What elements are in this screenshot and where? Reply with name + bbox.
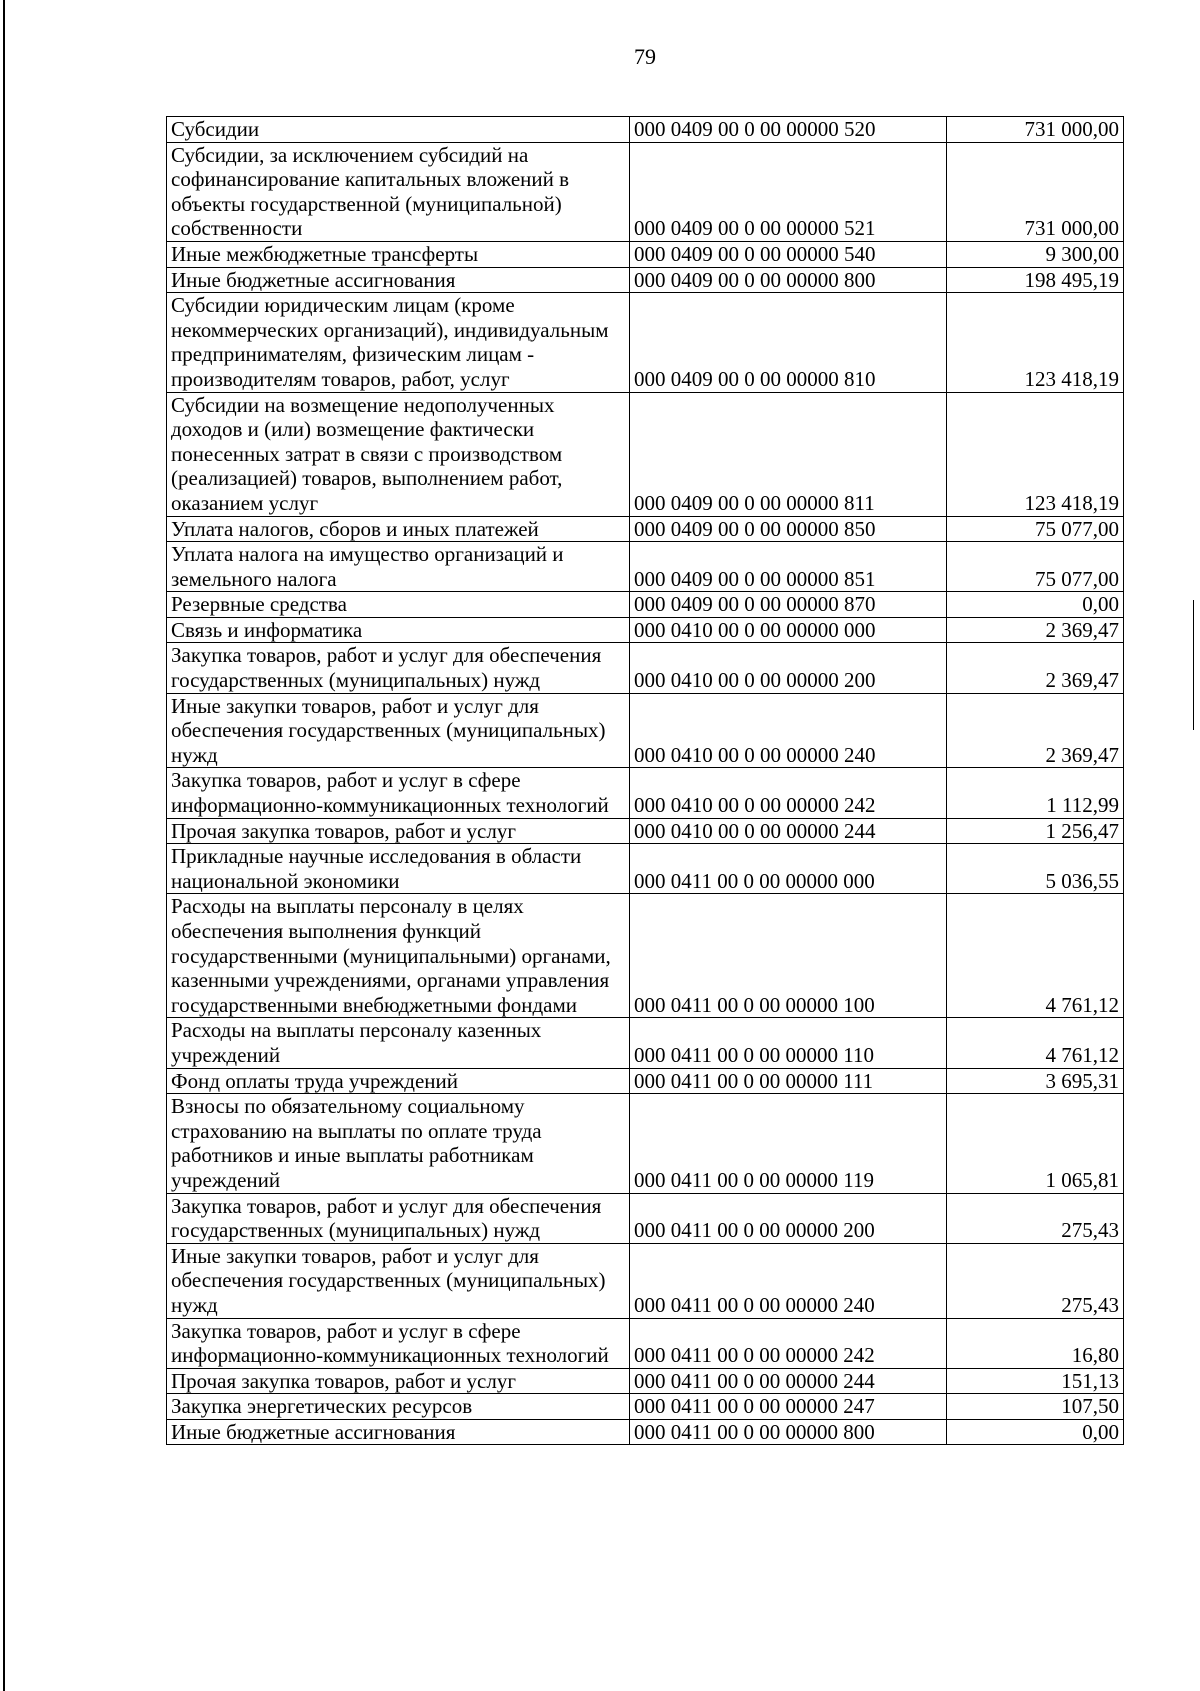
expense-name-cell: Закупка товаров, работ и услуг в сфере информационно-коммуникационных технологий (167, 1318, 630, 1368)
expense-name-cell: Прочая закупка товаров, работ и услуг (167, 818, 630, 844)
amount-cell: 2 369,47 (947, 643, 1124, 693)
amount-cell: 0,00 (947, 1419, 1124, 1445)
expense-name-cell: Субсидии на возмещение недополученных доходов и (или) возмещение фактически понесенных затрат в связи с производством (реализацией) товаров, выполнением работ, оказанием услуг (167, 392, 630, 516)
table-row (167, 117, 1124, 143)
table-row (167, 1368, 1124, 1394)
table-row (167, 1018, 1124, 1068)
budget-code-cell: 000 0411 00 0 00 00000 119 (630, 1094, 947, 1193)
budget-code-cell: 000 0411 00 0 00 00000 247 (630, 1394, 947, 1420)
expense-name-cell: Уплата налогов, сборов и иных платежей (167, 516, 630, 542)
budget-code-cell: 000 0411 00 0 00 00000 111 (630, 1068, 947, 1094)
amount-cell: 1 065,81 (947, 1094, 1124, 1193)
amount-cell: 731 000,00 (947, 142, 1124, 241)
expense-name-cell: Связь и информатика (167, 617, 630, 643)
budget-code-cell: 000 0409 00 0 00 00000 540 (630, 241, 947, 267)
amount-cell: 731 000,00 (947, 117, 1124, 143)
expense-name-cell: Субсидии юридическим лицам (кроме некоммерческих организаций), индивидуальным предпринимателям, физическим лицам - производителям товаров, работ, услуг (167, 293, 630, 392)
table-row (167, 142, 1124, 241)
table-row (167, 768, 1124, 818)
expense-name-cell: Субсидии (167, 117, 630, 143)
budget-code-cell: 000 0411 00 0 00 00000 240 (630, 1243, 947, 1318)
table-row (167, 592, 1124, 618)
budget-code-cell: 000 0410 00 0 00 00000 242 (630, 768, 947, 818)
budget-code-cell: 000 0409 00 0 00 00000 800 (630, 267, 947, 293)
amount-cell: 151,13 (947, 1368, 1124, 1394)
table-row (167, 1094, 1124, 1193)
table-row (167, 844, 1124, 894)
table-row (167, 894, 1124, 1018)
budget-code-cell: 000 0409 00 0 00 00000 810 (630, 293, 947, 392)
table-row (167, 293, 1124, 392)
amount-cell: 75 077,00 (947, 516, 1124, 542)
budget-code-cell: 000 0410 00 0 00 00000 000 (630, 617, 947, 643)
expense-name-cell: Иные бюджетные ассигнования (167, 267, 630, 293)
amount-cell: 275,43 (947, 1193, 1124, 1243)
table-row (167, 1068, 1124, 1094)
table-row (167, 818, 1124, 844)
expense-name-cell: Расходы на выплаты персоналу в целях обеспечения выполнения функций государственными (муниципальными) органами, казенными учреждениями, органами управления государственными внебюджетными фондами (167, 894, 630, 1018)
expense-name-cell: Прикладные научные исследования в области национальной экономики (167, 844, 630, 894)
table-row (167, 1419, 1124, 1445)
amount-cell: 2 369,47 (947, 617, 1124, 643)
table-row (167, 392, 1124, 516)
table-row (167, 1394, 1124, 1420)
amount-cell: 275,43 (947, 1243, 1124, 1318)
table-row (167, 542, 1124, 592)
expense-name-cell: Фонд оплаты труда учреждений (167, 1068, 630, 1094)
expense-name-cell: Прочая закупка товаров, работ и услуг (167, 1368, 630, 1394)
page-number: 79 (634, 44, 656, 69)
table-row (167, 516, 1124, 542)
budget-code-cell: 000 0411 00 0 00 00000 100 (630, 894, 947, 1018)
budget-code-cell: 000 0411 00 0 00 00000 244 (630, 1368, 947, 1394)
budget-code-cell: 000 0409 00 0 00 00000 811 (630, 392, 947, 516)
table-row (167, 241, 1124, 267)
amount-cell: 5 036,55 (947, 844, 1124, 894)
budget-code-cell: 000 0411 00 0 00 00000 000 (630, 844, 947, 894)
expense-name-cell: Расходы на выплаты персоналу казенных учреждений (167, 1018, 630, 1068)
amount-cell: 107,50 (947, 1394, 1124, 1420)
budget-code-cell: 000 0409 00 0 00 00000 520 (630, 117, 947, 143)
scan-edge-right (1193, 600, 1194, 730)
expense-name-cell: Закупка товаров, работ и услуг для обеспечения государственных (муниципальных) нужд (167, 1193, 630, 1243)
expense-name-cell: Взносы по обязательному социальному страхованию на выплаты по оплате труда работников и иные выплаты работникам учреждений (167, 1094, 630, 1193)
budget-code-cell: 000 0410 00 0 00 00000 244 (630, 818, 947, 844)
budget-code-cell: 000 0409 00 0 00 00000 850 (630, 516, 947, 542)
amount-cell: 4 761,12 (947, 894, 1124, 1018)
amount-cell: 75 077,00 (947, 542, 1124, 592)
budget-code-cell: 000 0411 00 0 00 00000 200 (630, 1193, 947, 1243)
expense-name-cell: Иные закупки товаров, работ и услуг для обеспечения государственных (муниципальных) нужд (167, 1243, 630, 1318)
expense-name-cell: Иные закупки товаров, работ и услуг для обеспечения государственных (муниципальных) нужд (167, 693, 630, 768)
budget-code-cell: 000 0409 00 0 00 00000 870 (630, 592, 947, 618)
budget-code-cell: 000 0411 00 0 00 00000 110 (630, 1018, 947, 1068)
amount-cell: 1 112,99 (947, 768, 1124, 818)
amount-cell: 3 695,31 (947, 1068, 1124, 1094)
expense-name-cell: Закупка товаров, работ и услуг в сфере информационно-коммуникационных технологий (167, 768, 630, 818)
budget-code-cell: 000 0410 00 0 00 00000 240 (630, 693, 947, 768)
expense-name-cell: Закупка энергетических ресурсов (167, 1394, 630, 1420)
expense-name-cell: Уплата налога на имущество организаций и земельного налога (167, 542, 630, 592)
table-row (167, 617, 1124, 643)
expense-name-cell: Иные межбюджетные трансферты (167, 241, 630, 267)
amount-cell: 2 369,47 (947, 693, 1124, 768)
amount-cell: 1 256,47 (947, 818, 1124, 844)
scan-edge-left (3, 0, 5, 1691)
expense-name-cell: Закупка товаров, работ и услуг для обеспечения государственных (муниципальных) нужд (167, 643, 630, 693)
table-row (167, 693, 1124, 768)
amount-cell: 123 418,19 (947, 392, 1124, 516)
budget-code-cell: 000 0409 00 0 00 00000 851 (630, 542, 947, 592)
expense-name-cell: Субсидии, за исключением субсидий на софинансирование капитальных вложений в объекты государственной (муниципальной) собственности (167, 142, 630, 241)
budget-table-body (167, 117, 1124, 1445)
amount-cell: 9 300,00 (947, 241, 1124, 267)
table-row (167, 267, 1124, 293)
expense-name-cell: Резервные средства (167, 592, 630, 618)
budget-code-cell: 000 0411 00 0 00 00000 242 (630, 1318, 947, 1368)
budget-code-cell: 000 0409 00 0 00 00000 521 (630, 142, 947, 241)
expense-name-cell: Иные бюджетные ассигнования (167, 1419, 630, 1445)
amount-cell: 0,00 (947, 592, 1124, 618)
table-row (167, 1243, 1124, 1318)
amount-cell: 16,80 (947, 1318, 1124, 1368)
table-row (167, 1193, 1124, 1243)
budget-table (166, 116, 1124, 1445)
table-row (167, 643, 1124, 693)
budget-code-cell: 000 0411 00 0 00 00000 800 (630, 1419, 947, 1445)
amount-cell: 4 761,12 (947, 1018, 1124, 1068)
budget-code-cell: 000 0410 00 0 00 00000 200 (630, 643, 947, 693)
amount-cell: 198 495,19 (947, 267, 1124, 293)
table-row (167, 1318, 1124, 1368)
amount-cell: 123 418,19 (947, 293, 1124, 392)
